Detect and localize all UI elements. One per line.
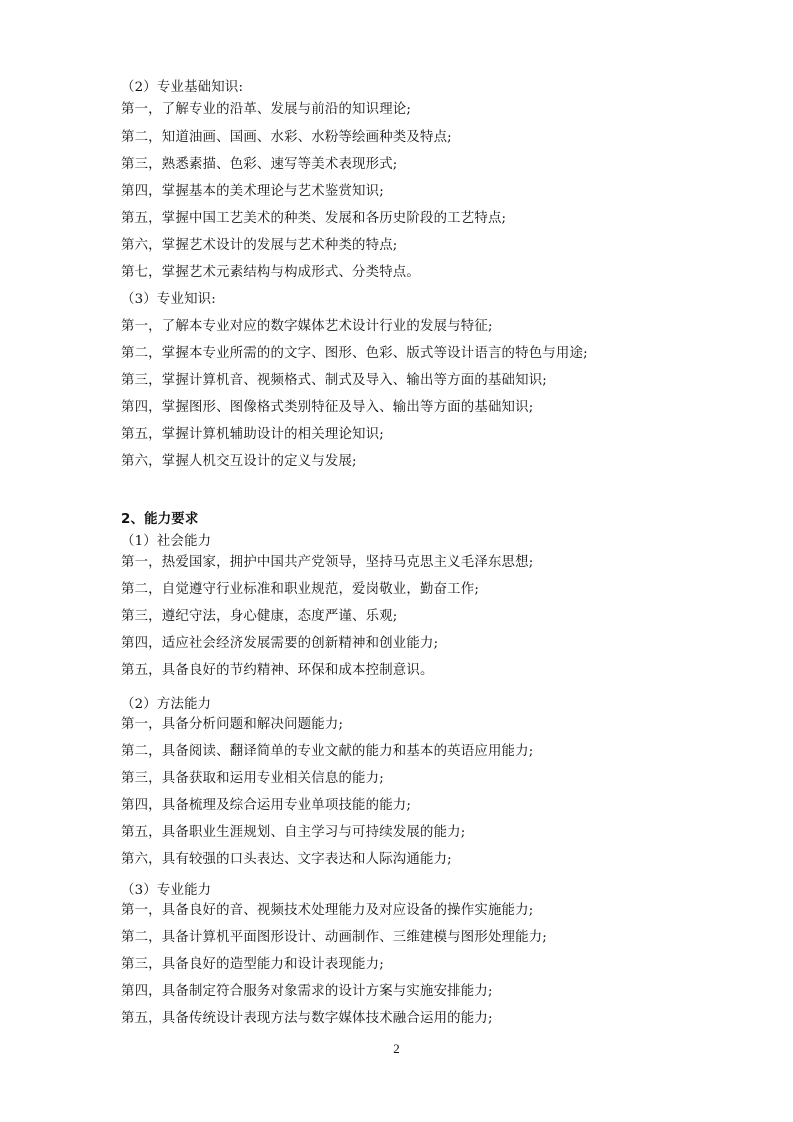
list-item: 第五，具备良好的节约精神、环保和成本控制意识。	[121, 663, 434, 678]
list-item: 第一，了解本专业对应的数字媒体艺术设计行业的发展与特征;	[121, 319, 493, 334]
list-item: 第二，具备阅读、翻译简单的专业文献的能力和基本的英语应用能力;	[121, 744, 534, 759]
subheading-professional-ability: （3）专业能力	[121, 883, 212, 898]
list-item: 第一，具备良好的音、视频技术处理能力及对应设备的操作实施能力;	[121, 903, 534, 918]
subheading-social-ability: （1）社会能力	[121, 534, 212, 549]
list-item: 第二，掌握本专业所需的的文字、图形、色彩、版式等设计语言的特色与用途;	[121, 346, 588, 361]
list-item: 第五，掌握中国工艺美术的种类、发展和各历史阶段的工艺特点;	[121, 211, 507, 226]
list-item: 第一，具备分析问题和解决问题能力;	[121, 717, 344, 732]
list-item: 第四，具备制定符合服务对象需求的设计方案与实施安排能力;	[121, 984, 493, 999]
list-item: 第二，具备计算机平面图形设计、动画制作、三维建模与图形处理能力;	[121, 930, 548, 945]
list-item: 第四，掌握基本的美术理论与艺术鉴赏知识;	[121, 184, 384, 199]
list-item: 第三，具备获取和运用专业相关信息的能力;	[121, 771, 384, 786]
subheading-basic-knowledge: （2）专业基础知识:	[121, 80, 244, 95]
list-item: 第四，具备梳理及综合运用专业单项技能的能力;	[121, 798, 412, 813]
list-item: 第四，掌握图形、图像格式类别特征及导入、输出等方面的基础知识;	[121, 400, 534, 415]
list-item: 第一，了解专业的沿革、发展与前沿的知识理论;	[121, 102, 412, 117]
page-number: 2	[393, 1041, 400, 1056]
list-item: 第六，掌握人机交互设计的定义与发展;	[121, 454, 357, 469]
list-item: 第三，具备良好的造型能力和设计表现能力;	[121, 957, 384, 972]
list-item: 第二，知道油画、国画、水彩、水粉等绘画种类及特点;	[121, 130, 452, 145]
list-item: 第七，掌握艺术元素结构与构成形式、分类特点。	[121, 265, 420, 280]
list-item: 第三，掌握计算机音、视频格式、制式及导入、输出等方面的基础知识;	[121, 373, 548, 388]
list-item: 第三，熟悉素描、色彩、速写等美术表现形式;	[121, 157, 398, 172]
list-item: 第二，自觉遵守行业标准和职业规范，爱岗敬业，勤奋工作;	[121, 582, 480, 597]
list-item: 第五，具备职业生涯规划、自主学习与可持续发展的能力;	[121, 825, 466, 840]
list-item: 第六，掌握艺术设计的发展与艺术种类的特点;	[121, 238, 398, 253]
list-item: 第四，适应社会经济发展需要的创新精神和创业能力;	[121, 636, 439, 651]
list-item: 第三，遵纪守法，身心健康，态度严谨、乐观;	[121, 609, 398, 624]
list-item: 第一，热爱国家，拥护中国共产党领导，坚持马克思主义毛泽东思想;	[121, 555, 534, 570]
list-item: 第五，掌握计算机辅助设计的相关理论知识;	[121, 427, 384, 442]
section-title-ability-requirements: 2、能力要求	[121, 512, 199, 527]
subheading-professional-knowledge: （3）专业知识:	[121, 292, 216, 307]
list-item: 第六，具有较强的口头表达、文字表达和人际沟通能力;	[121, 852, 452, 867]
subheading-method-ability: （2）方法能力	[121, 697, 212, 712]
list-item: 第五，具备传统设计表现方法与数字媒体技术融合运用的能力;	[121, 1011, 493, 1026]
